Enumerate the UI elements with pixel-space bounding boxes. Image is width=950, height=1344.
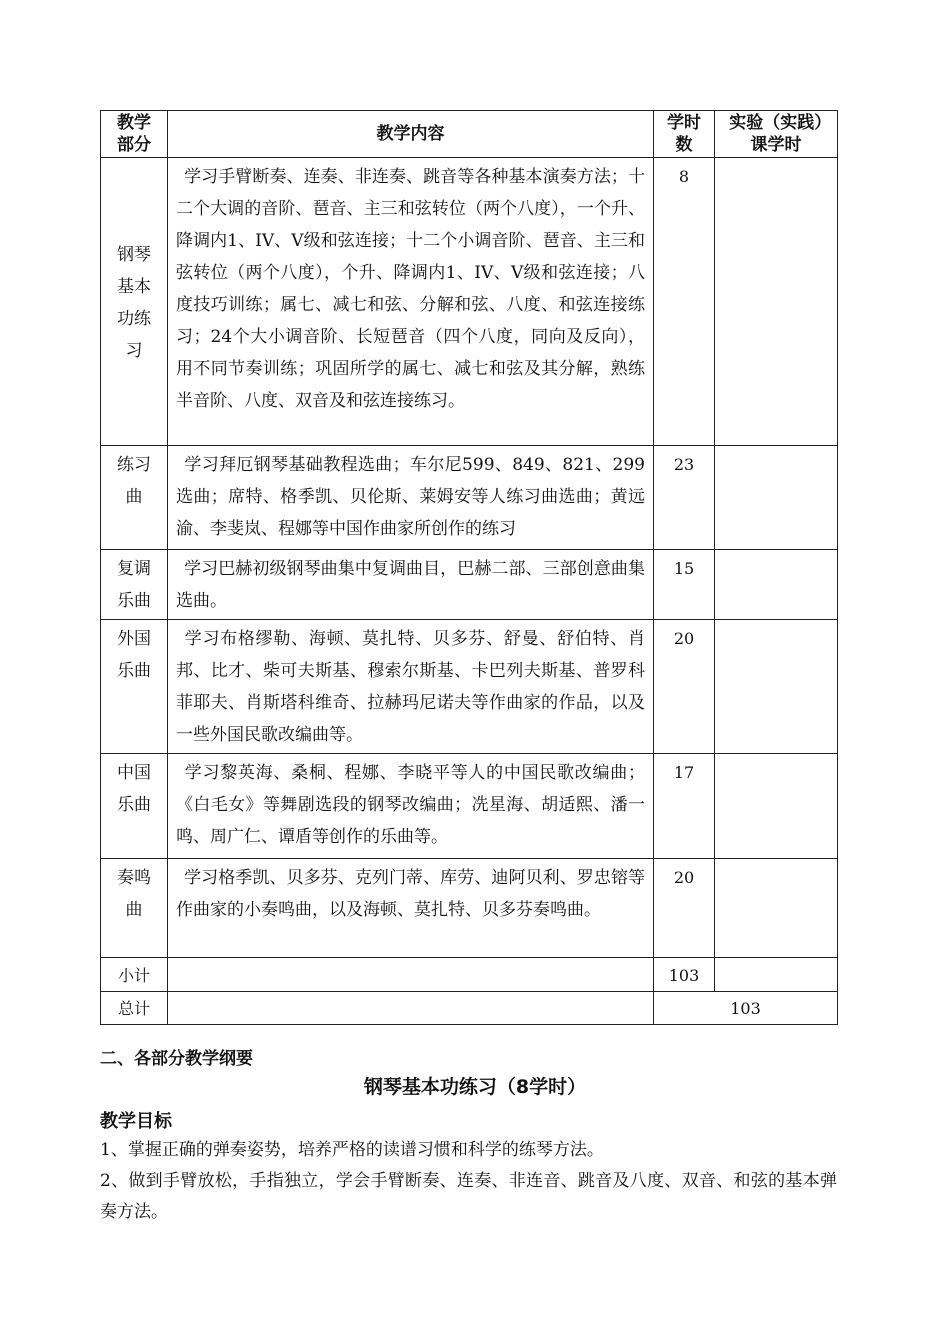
subtotal-row	[101, 958, 838, 992]
subtotal-content	[168, 958, 654, 992]
row-part: 外国乐曲	[101, 620, 168, 754]
header-lab: 实验（实践）课学时	[715, 111, 838, 158]
header-content: 教学内容	[168, 111, 654, 158]
table-header-row	[101, 111, 838, 158]
row-part: 奏鸣曲	[101, 859, 168, 958]
row-content: 学习布格缪勒、海顿、莫扎特、贝多芬、舒曼、舒伯特、肖邦、比才、柴可夫斯基、穆索尔斯基、卡巴列夫斯基、普罗科菲耶夫、肖斯塔科维奇、拉赫玛尼诺夫等作曲家的作品，以及一些外国民歌改编曲等。	[168, 620, 654, 754]
row-lab	[715, 446, 838, 550]
row-content: 学习拜厄钢琴基础教程选曲；车尔尼599、849、821、299选曲；席特、格季凯、贝伦斯、莱姆安等人练习曲选曲；黄远渝、李斐岚、程娜等中国作曲家所创作的练习	[168, 446, 654, 550]
subtotal-label: 小计	[101, 958, 168, 992]
subtotal-lab	[715, 958, 838, 992]
total-hours: 103	[654, 992, 838, 1025]
table-row	[101, 620, 838, 754]
subtotal-hours: 103	[654, 958, 715, 992]
total-label: 总计	[101, 992, 168, 1025]
row-lab	[715, 859, 838, 958]
header-hours: 学时数	[654, 111, 715, 158]
syllabus-table	[100, 110, 838, 1025]
row-lab	[715, 158, 838, 446]
table-row	[101, 446, 838, 550]
row-content: 学习格季凯、贝多芬、克列门蒂、库劳、迪阿贝利、罗忠镕等作曲家的小奏鸣曲，以及海顿、莫扎特、贝多芬奏鸣曲。	[168, 859, 654, 958]
objective-item: 1、掌握正确的弹奏姿势，培养严格的读谱习惯和科学的练琴方法。	[100, 1140, 604, 1160]
table-row	[101, 859, 838, 958]
row-hours: 20	[654, 859, 715, 958]
row-hours: 15	[654, 550, 715, 620]
row-content: 学习手臂断奏、连奏、非连奏、跳音等各种基本演奏方法；十二个大调的音阶、琶音、主三和弦转位（两个八度），一个升、降调内1、IV、V级和弦连接；十二个小调音阶、琶音、主三和弦转位（两个八度），个升、降调内1、IV、V级和弦连接；八度技巧训练；属七、减七和弦、分解和弦、八度、和弦连接练习；24个大小调音阶、长短琶音（四个八度，同向及反向），用不同节奏训练；巩固所学的属七、减七和弦及其分解，熟练半音阶、八度、双音及和弦连接练习。	[168, 158, 654, 446]
row-hours: 8	[654, 158, 715, 446]
total-content	[168, 992, 654, 1025]
row-content: 学习黎英海、桑桐、程娜、李晓平等人的中国民歌改编曲；《白毛女》等舞剧选段的钢琴改编曲；冼星海、胡适熙、潘一鸣、周广仁、谭盾等创作的乐曲等。	[168, 754, 654, 859]
table-row	[101, 158, 838, 446]
row-hours: 23	[654, 446, 715, 550]
row-part: 练习曲	[101, 446, 168, 550]
table-row	[101, 754, 838, 859]
row-part: 钢琴基本功练习	[101, 158, 168, 446]
row-lab	[715, 620, 838, 754]
row-part: 复调乐曲	[101, 550, 168, 620]
subsection-title: 钢琴基本功练习（8学时）	[363, 1076, 587, 1098]
header-part: 教学部分	[101, 111, 168, 158]
row-hours: 17	[654, 754, 715, 859]
objectives-label: 教学目标	[100, 1111, 172, 1132]
objective-item: 2、做到手臂放松，手指独立，学会手臂断奏、连奏、非连音、跳音及八度、双音、和弦的基本弹奏方法。	[100, 1171, 837, 1222]
row-lab	[715, 754, 838, 859]
row-part: 中国乐曲	[101, 754, 168, 859]
row-hours: 20	[654, 620, 715, 754]
table-row	[101, 550, 838, 620]
row-lab	[715, 550, 838, 620]
row-content: 学习巴赫初级钢琴曲集中复调曲目，巴赫二部、三部创意曲集选曲。	[168, 550, 654, 620]
total-row	[101, 992, 838, 1025]
section-heading: 二、各部分教学纲要	[100, 1049, 253, 1069]
